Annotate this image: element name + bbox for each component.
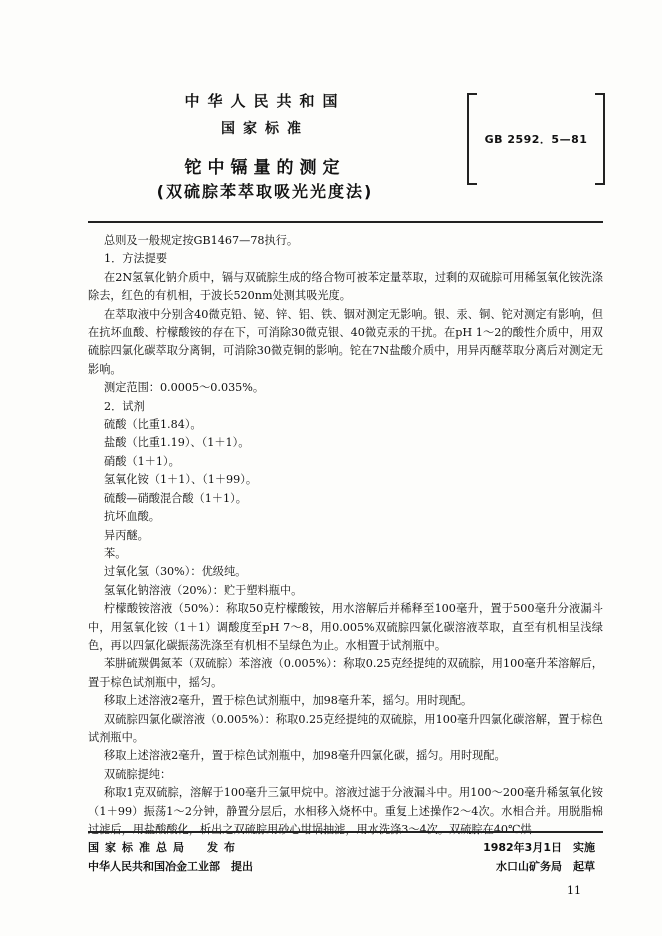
- reagent-item: 氢氧化铵（1＋1）、（1＋99）。: [104, 473, 258, 487]
- document-subtitle: (双硫腙苯萃取吸光光度法): [156, 182, 374, 201]
- paragraph-purification: 称取1克双硫腙，溶解于100毫升三氯甲烷中。溶液过滤于分液漏斗中。用100～200毫升稀氢氧化铵（1＋99）振荡1～2分钟，静置分层后，水相移入烧杯中。重复上述操作2～4次。水相合并。用脱脂棉过滤后，用盐酸酸化，析出之双硫腙用砂心坩埚抽滤，用水洗涤3～4次。双硫腙在40℃烘: [88, 786, 603, 836]
- bottom-divider: [88, 831, 603, 833]
- header-country: 中华人民共和国: [184, 92, 346, 110]
- footer-drafter: 水口山矿务局 起草: [496, 860, 595, 873]
- reagent-item: 氢氧化钠溶液（20%）：贮于塑料瓶中。: [104, 583, 303, 597]
- reagent-item: 苯。: [104, 546, 127, 560]
- reagent-item: 异丙醚。: [104, 528, 149, 542]
- reagent-item: 苯肼硫羰偶氮苯（双硫腙）苯溶液（0.005%）：称取0.25克经提纯的双硫腙，用100毫升苯溶解后，置于棕色试剂瓶中，摇匀。: [88, 657, 603, 689]
- top-divider: [88, 221, 603, 223]
- standard-code: GB 2592．5—81: [484, 133, 588, 146]
- reagent-item: 抗坏血酸。: [104, 510, 160, 524]
- reagent-item: 硝酸（1＋1）。: [104, 454, 180, 468]
- reagent-item: 过氧化氢（30%）：优级纯。: [104, 565, 247, 579]
- document-title: 铊中镉量的测定: [184, 158, 346, 178]
- reagent-item: 柠檬酸铵溶液（50%）：称取50克柠檬酸铵，用水溶解后并稀释至100毫升，置于500毫升分液漏斗中，用氢氧化铵（1＋1）调酸度至pH 7～8，用0.005%双硫腙四氯化碳溶液萃取，直至有机相呈浅绿色，再以四氯化碳振荡洗涤至有机相不呈绿色为止。水相置于试剂瓶中。: [88, 602, 603, 652]
- standard-code-box: [467, 93, 605, 185]
- reagent-item: 硫酸（比重1.84）。: [104, 418, 202, 432]
- reagent-item: 双硫腙提纯：: [104, 767, 172, 781]
- reagent-item: 盐酸（比重1.19）、（1＋1）。: [104, 436, 250, 450]
- general-rule-line: 总则及一般规定按GB1467—78执行。: [104, 234, 299, 247]
- paragraph-range: 测定范围：0.0005～0.035%。: [104, 381, 265, 395]
- document-body: [88, 232, 603, 839]
- section-heading-reagents: 2．试剂: [104, 399, 145, 413]
- reagent-item: 移取上述溶液2毫升，置于棕色试剂瓶中，加98毫升四氯化碳，摇匀。用时现配。: [104, 749, 506, 763]
- paragraph-interference: 在萃取液中分别含40微克铅、铋、锌、铝、铁、铟对测定无影响。银、汞、铜、铊对测定有影响，但在抗坏血酸、柠檬酸铵的存在下，可消除30微克银、40微克汞的干扰。在pH 1～2的酸性介质中，用双硫腙四氯化碳萃取分离铜，可消除30微克铜的影响。铊在7N盐酸介质中，用异丙醚萃取分离后对测定无影响。: [88, 307, 603, 376]
- reagent-item: 双硫腙四氯化碳溶液（0.005%）：称取0.25克经提纯的双硫腙，用100毫升四氯化碳溶解，置于棕色试剂瓶中。: [88, 712, 603, 744]
- paragraph-method-principle: 在2N氢氧化钠介质中，镉与双硫腙生成的络合物可被苯定量萃取，过剩的双硫腙可用稀氢氧化铵洗涤除去，红色的有机相，于波长520nm处测其吸光度。: [88, 270, 603, 303]
- reagent-item: 移取上述溶液2毫升，置于棕色试剂瓶中，加98毫升苯，摇匀。用时现配。: [104, 694, 473, 708]
- reagent-item: 硫酸—硝酸混合酸（1＋1）。: [104, 491, 247, 505]
- footer-proposer: 中华人民共和国冶金工业部 提出: [88, 860, 253, 873]
- section-heading-method: 1．方法提要: [104, 252, 168, 266]
- footer-implementation: 1982年3月1日 实施: [483, 841, 595, 854]
- page-number: 11: [567, 884, 581, 897]
- footer-issuer: 国家标准总局 发布: [88, 841, 241, 854]
- header-standard-type: 国家标准: [221, 121, 309, 137]
